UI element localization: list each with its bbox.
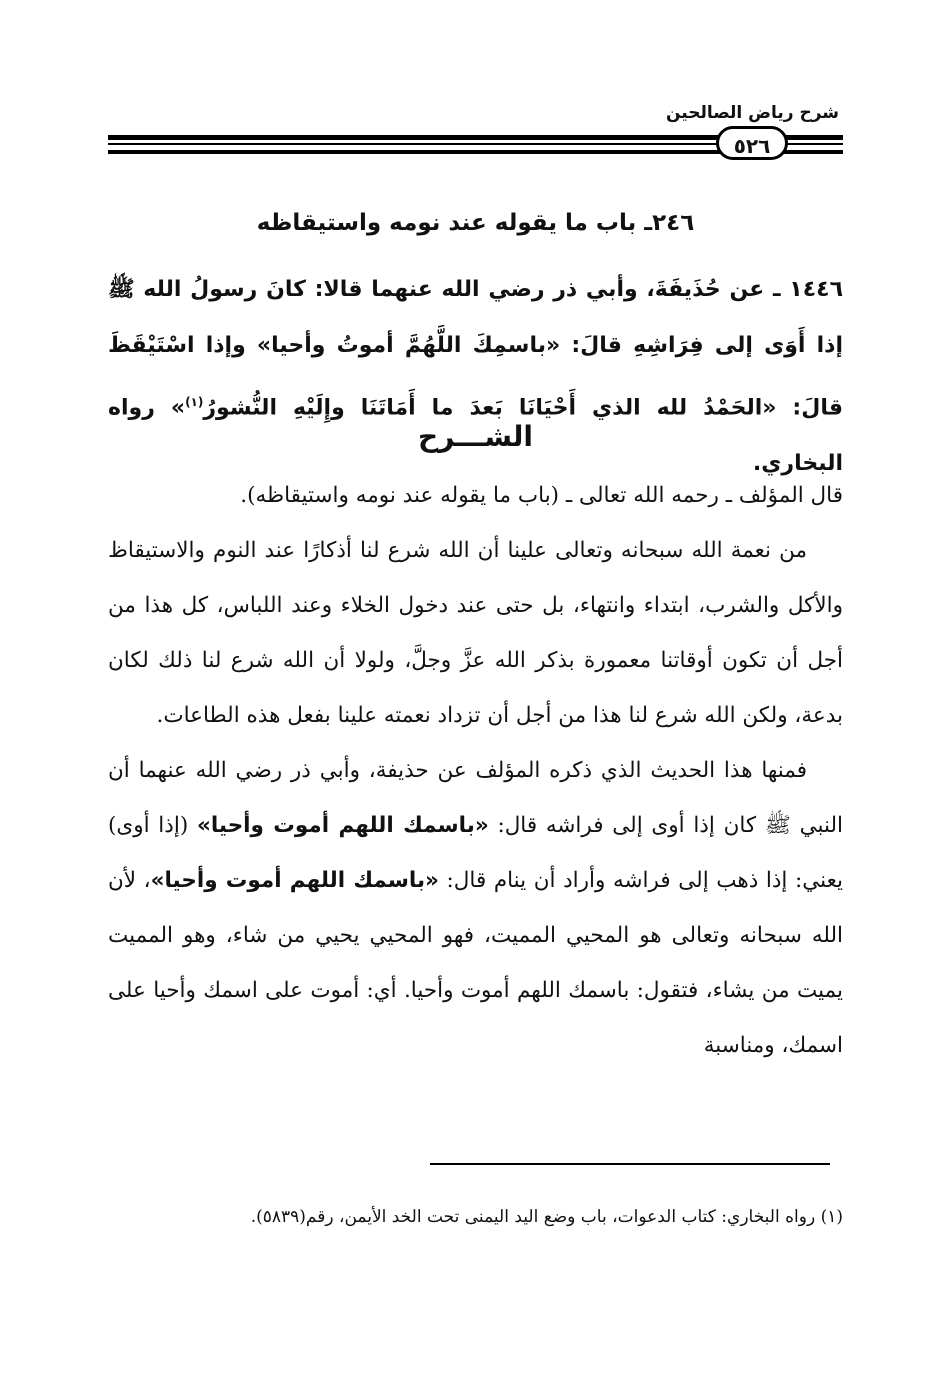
commentary-paragraph-1: قال المؤلف ـ رحمه الله تعالى ـ (باب ما يقوله عند نومه واستيقاظه). (240, 483, 843, 508)
commentary-paragraph-3 (108, 743, 843, 1073)
hadith-text (108, 262, 843, 492)
running-title: شرح رياض الصالحين (665, 103, 839, 123)
page-number: ٥٢٦ (716, 126, 788, 160)
footnote-marker[interactable]: (١) (185, 395, 204, 409)
p3-quote-2: «باسمك اللهم أموت وأحيا» (150, 868, 439, 893)
p3-quote-1: «باسمك اللهم أموت وأحيا» (196, 813, 489, 838)
p3-text-1: فمنها هذا الحديث الذي ذكره المؤلف عن حذيفة، وأبي ذر رضي الله عنهما أن النبي ﷺ كان إذا أوى إلى فراشه قال: (108, 758, 844, 838)
p3-text-3: ، لأن الله سبحانه وتعالى هو المحيي المميت، فهو المحيي يحيي من شاء، وهو المميت يميت من يشاء، فتقول: باسمك اللهم أموت وأحيا. أي: أموت على اسمك وأحيا على اسمك، ومناسبة (108, 868, 843, 1058)
commentary-paragraph-2: من نعمة الله سبحانه وتعالى علينا أن الله شرع لنا أذكارًا عند النوم والاستيقاظ والأكل والشرب، ابتداء وانتهاء، بل حتى عند دخول الخلاء وعند اللباس، كل هذا من أجل أن تكون أوقاتنا معمورة بذكر الله عزَّ وجلَّ، ولولا أن الله شرع لنا ذلك لكان بدعة، ولكن الله شرع لنا هذا من أجل أن تزداد نعمته علينا بفعل هذه الطاعات. (108, 538, 843, 728)
footnote-separator (430, 1163, 830, 1165)
p3-text-2: (إذا أوى) يعني: إذا ذهب إلى فراشه وأراد أن ينام قال: (108, 813, 843, 893)
hadith-source: » رواه البخاري. (108, 395, 843, 477)
hadith-main: ١٤٤٦ ـ عن حُذَيفَةَ، وأبي ذر رضي الله عنهما قالا: كانَ رسولُ الله ﷺ إذا أَوَى إلى فِرَاشِهِ قالَ: «باسمِكَ اللَّهُمَّ أموتُ وأحيا» وإذا اسْتَيْقَظَ قالَ: «الحَمْدُ لله الذي أَحْيَانَا بَعدَ ما أَمَاتَنَا وإِلَيْهِ النُّشورُ (108, 277, 843, 421)
chapter-title: ٢٤٦ـ باب ما يقوله عند نومه واستيقاظه (256, 210, 695, 236)
footnote: (١) رواه البخاري: كتاب الدعوات، باب وضع اليد اليمنى تحت الخد الأيمن، رقم(٥٨٣٩). (250, 1207, 843, 1227)
sharh-heading: الشـــرح (418, 420, 533, 453)
commentary (108, 468, 843, 1073)
